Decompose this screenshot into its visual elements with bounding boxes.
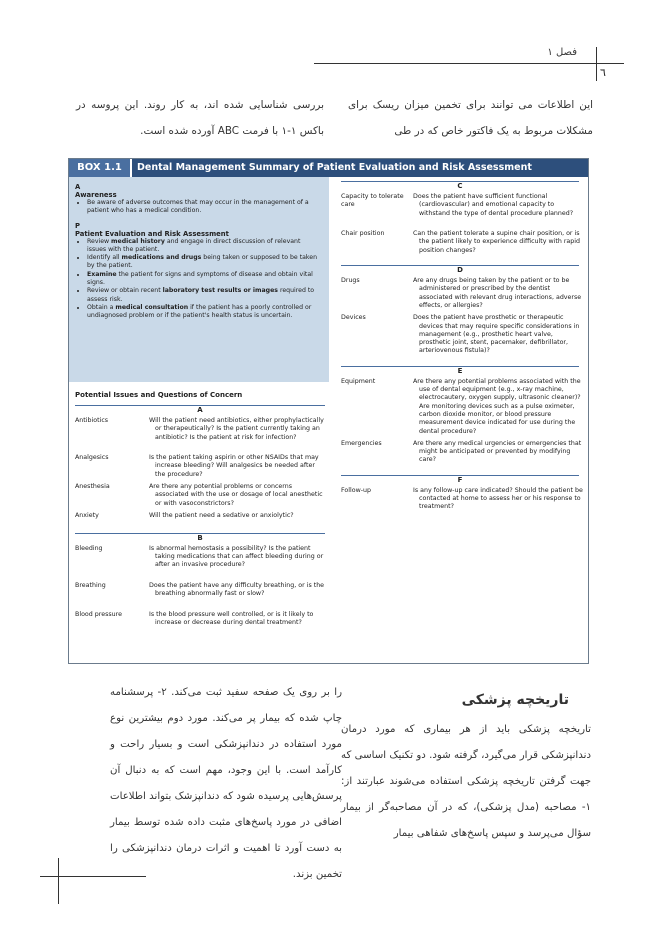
- medical-history-paragraph-left: را بر روی یک صفحه سفید ثبت می‌کند. ۲- پرسشنامه چاپ شده که بیمار پر می‌کند. مورد دوم بیشترین نوع مورد استفاده در دندانپزشکی است و بسیار راحت و کارآمد است. با این وجود، مهم است که به دنبال آن پرسش‌هایی پرسیده شود که دندانپزشک بتواند اطلاعات اضافی در مورد پاسخ‌های مثبت داده شده توسط بیمار به دست آورد تا اهمیت و اثرات درمان دندانپزشکی را تخمین بزند.: [110, 687, 342, 880]
- issue-term: Antibiotics: [75, 417, 109, 424]
- bullet-keyword: Examine: [87, 270, 117, 278]
- bullet-text: Review: [87, 237, 112, 245]
- box-label: BOX 1.1: [69, 159, 132, 177]
- issue-term: Capacity to tolerate care: [341, 193, 404, 209]
- section-title: تاریخچه پزشکی: [461, 692, 569, 708]
- awareness-bullets: [75, 199, 321, 216]
- group-letter: D: [457, 266, 463, 275]
- issue-question: Are there any medical urgencies or emergencies that might be anticipated or prevented by modifying care?: [413, 439, 582, 464]
- issue-question: Are any drugs being taken by the patient or to be administered or prescribed by the dentist associated with relevant drug interactions, adverse effects, or allergies?: [413, 277, 582, 309]
- issue-question: Is abnormal hemostasis a possibility? Is the patient taking medications that can affect bleeding during or after an invasive procedure?: [149, 544, 324, 569]
- section-p-letter: P: [75, 221, 80, 230]
- awareness-evaluation-panel: [69, 177, 329, 382]
- issue-question: Does the patient have any difficulty breathing, or is the breathing abnormally fast or slow?: [149, 581, 325, 598]
- bullet-keyword: laboratory test results or images: [162, 287, 278, 295]
- group-letter: B: [197, 533, 203, 542]
- issue-term: Analgesics: [75, 454, 109, 462]
- bullet-text: required to assess risk.: [87, 287, 315, 303]
- issue-term: Breathing: [75, 581, 106, 589]
- section-a-letter: A: [75, 183, 81, 191]
- issue-term: Devices: [341, 314, 366, 322]
- evaluation-bullet: [87, 304, 321, 321]
- issue-question: Are there any potential problems associated with the use of dental equipment (e.g., x-ray machine, electrocautery, oxygen supply, ultrasonic cleaner)? Are monitoring devices such as a pulse oximeter, carbon dioxide monitor, or blood pressure measurement device indicated for use during the dental procedure?: [413, 377, 581, 435]
- bullet-text: Identify all: [87, 254, 122, 262]
- group-letter: C: [457, 182, 463, 190]
- bullet-keyword: medications and drugs: [121, 254, 202, 262]
- issue-term: Drugs: [341, 277, 360, 285]
- evaluation-bullet: [87, 271, 321, 288]
- potential-issues-heading: Potential Issues and Questions of Concern: [75, 391, 243, 399]
- header-rule: [314, 63, 624, 64]
- awareness-bullet: • Be aware of adverse outcomes that may occur in the management of a patient who has a medical condition.: [87, 199, 321, 216]
- issue-question: Is any follow-up care indicated? Should the patient be contacted at home to assess her or his response to treatment?: [413, 486, 583, 511]
- issue-question: Will the patient need a sedative or anxiolytic?: [149, 512, 294, 519]
- issue-question: Is the patient taking aspirin or other NSAIDs that may increase bleeding? Will analgesics be needed after the procedure?: [149, 454, 319, 478]
- footer-corner-rule: [58, 858, 59, 904]
- issue-term: Follow-up: [341, 486, 372, 494]
- bullet-text: and engage in direct discussion of relevant issues with the patient.: [87, 237, 301, 253]
- issue-question: Is the blood pressure well controlled, or is it likely to increase or decrease during dental treatment?: [149, 610, 314, 626]
- issue-term: Blood pressure: [75, 610, 122, 618]
- medical-history-paragraph-right: تاریخچه پزشکی باید از هر بیماری که مورد درمان دندانپزشکی قرار می‌گیرد، گرفته شود. دو تکنیک اساسی که جهت گرفتن تاریخچه پزشکی استفاده می‌شوند عبارتند از: ۱- مصاحبه (مدل پزشکی)، که در آن مصاحبه‌گر از بیمار سؤال می‌پرسد و سپس پاسخ‌های شفاهی بیمار: [341, 724, 591, 839]
- box-header: [69, 159, 588, 177]
- box-1-1: [68, 158, 589, 664]
- bullet-text: if the patient has a poorly controlled or undiagnosed problem or if the patient's health status is uncertain.: [87, 303, 312, 320]
- group-letter: E: [457, 366, 463, 375]
- issue-question: Will the patient need antibiotics, either prophylactically or therapeutically? Is the patient currently taking an antibiotic? Is the patient at risk for infection?: [149, 417, 324, 441]
- group-letter: A: [197, 406, 203, 414]
- evaluation-bullet: [87, 287, 321, 304]
- bullet-text: being taken or supposed to be taken by the patient.: [87, 254, 318, 270]
- issue-term: Equipment: [341, 377, 376, 385]
- page-number: ٦: [600, 66, 606, 79]
- chapter-label: فصل ۱: [547, 47, 577, 58]
- issue-question: Can the patient tolerate a supine chair position, or is the patient likely to experience difficulty with rapid position changes?: [413, 230, 581, 254]
- group-letter: F: [457, 475, 463, 484]
- issue-term: Emergencies: [341, 439, 382, 447]
- bullet-keyword: medical consultation: [115, 303, 189, 311]
- bullet-text: Review or obtain recent: [87, 287, 163, 295]
- box-title: Dental Management Summary of Patient Evaluation and Risk Assessment: [137, 162, 532, 173]
- issue-question: Does the patient have sufficient functional (cardiovascular) and emotional capacity to withstand the type of dental procedure planned?: [413, 193, 574, 217]
- bullet-keyword: medical history: [111, 237, 165, 245]
- issue-term: Bleeding: [75, 544, 103, 552]
- issue-term: Anesthesia: [75, 483, 110, 491]
- issue-question: Does the patient have prosthetic or therapeutic devices that may require specific considerations in management (e.g., prosthetic heart valve, prosthetic joint, stent, pacemaker, defibrillator, arteriovenous fistula)?: [413, 314, 580, 355]
- issue-question: Are there any potential problems or concerns associated with the use or dosage of local anesthetic or with vasoconstrictors?: [149, 483, 323, 507]
- issue-term: Chair position: [341, 230, 385, 238]
- evaluation-heading: Patient Evaluation and Risk Assessment: [75, 229, 229, 238]
- intro-paragraph-right: این اطلاعات می توانند برای تخمین میزان ریسک برای مشکلات مربوط به یک فاکتور خاص که در طی: [348, 99, 593, 137]
- issue-term: Anxiety: [75, 512, 99, 519]
- evaluation-bullets: [75, 238, 321, 321]
- header-corner-rule: [596, 47, 597, 81]
- evaluation-bullet: [87, 238, 321, 255]
- evaluation-bullet: [87, 254, 321, 271]
- bullet-text: the patient for signs and symptoms of disease and obtain vital signs.: [87, 270, 313, 287]
- intro-paragraph-left: بررسی شناسایی شده اند، به کار روند. این پروسه در باکس ۱-۱ با فرمت ABC آورده شده است.: [76, 99, 324, 137]
- awareness-heading: Awareness: [75, 191, 117, 199]
- bullet-text: Obtain a: [87, 303, 116, 311]
